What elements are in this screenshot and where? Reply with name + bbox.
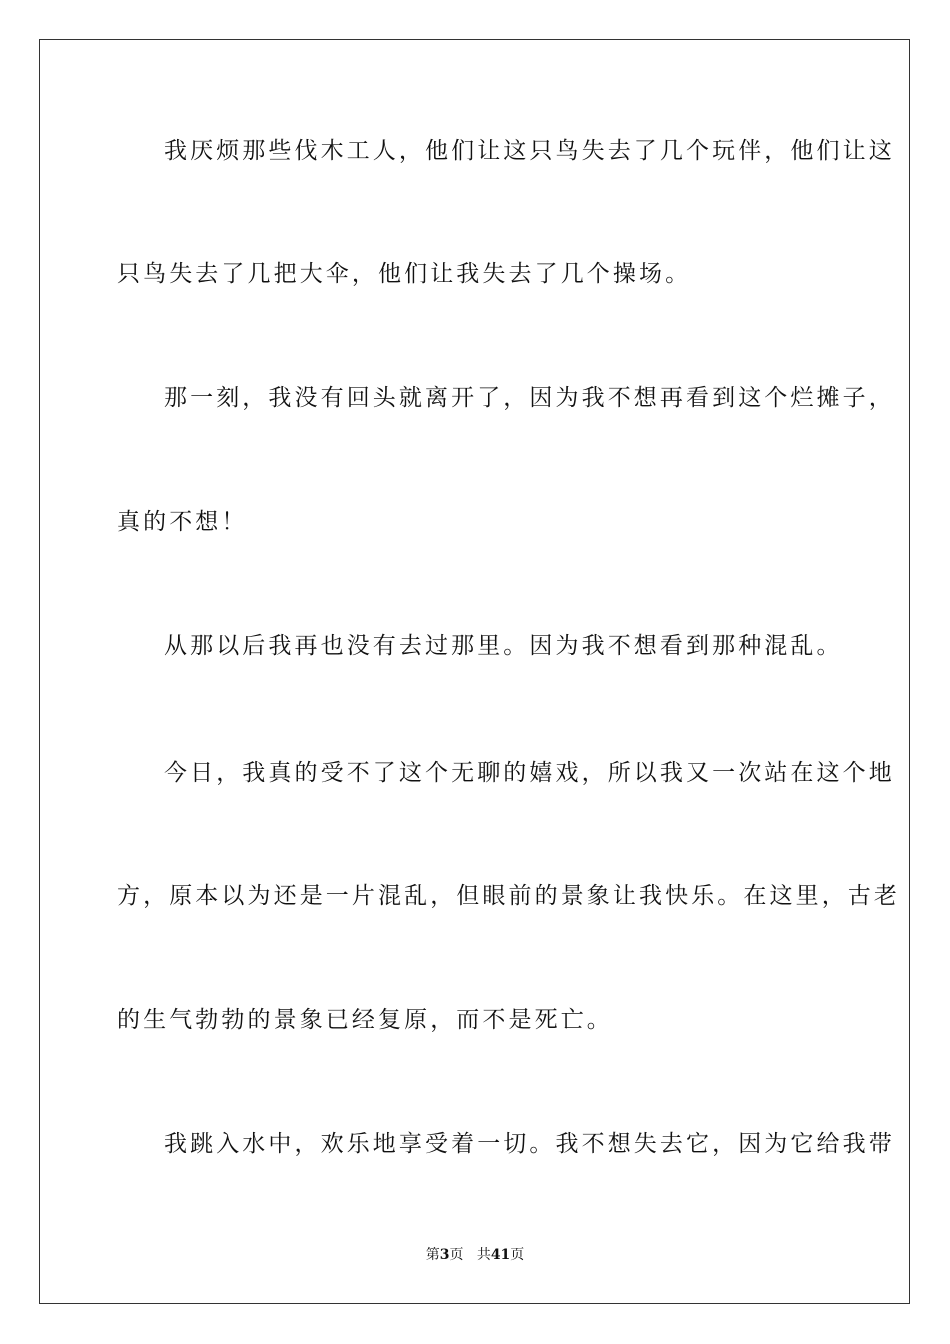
paragraph-line: 我厌烦那些伐木工人，他们让这只鸟失去了几个玩伴，他们让这 xyxy=(164,138,895,164)
paragraph-line: 只鸟失去了几把大伞，他们让我失去了几个操场。 xyxy=(117,261,692,287)
paragraph-line: 方，原本以为还是一片混乱，但眼前的景象让我快乐。在这里，古老 xyxy=(117,883,900,909)
paragraph-line: 今日，我真的受不了这个无聊的嬉戏，所以我又一次站在这个地 xyxy=(164,760,895,786)
page-number: 3 xyxy=(439,1247,450,1263)
total-suffix: 页 xyxy=(510,1247,525,1263)
paragraph-line: 我跳入水中，欢乐地享受着一切。我不想失去它，因为它给我带 xyxy=(164,1131,895,1157)
page-suffix: 页 xyxy=(449,1247,464,1263)
paragraph-line: 从那以后我再也没有去过那里。因为我不想看到那种混乱。 xyxy=(164,633,843,659)
page-prefix: 第 xyxy=(425,1247,440,1263)
paragraph-line: 的生气勃勃的景象已经复原，而不是死亡。 xyxy=(117,1007,613,1033)
page-border xyxy=(39,39,910,1304)
paragraph-line: 那一刻，我没有回头就离开了，因为我不想再看到这个烂摊子， xyxy=(164,385,895,411)
paragraph-line: 真的不想！ xyxy=(117,509,248,535)
total-pages: 41 xyxy=(490,1247,511,1263)
total-prefix: 共 xyxy=(476,1247,491,1263)
page-footer xyxy=(0,1246,950,1264)
